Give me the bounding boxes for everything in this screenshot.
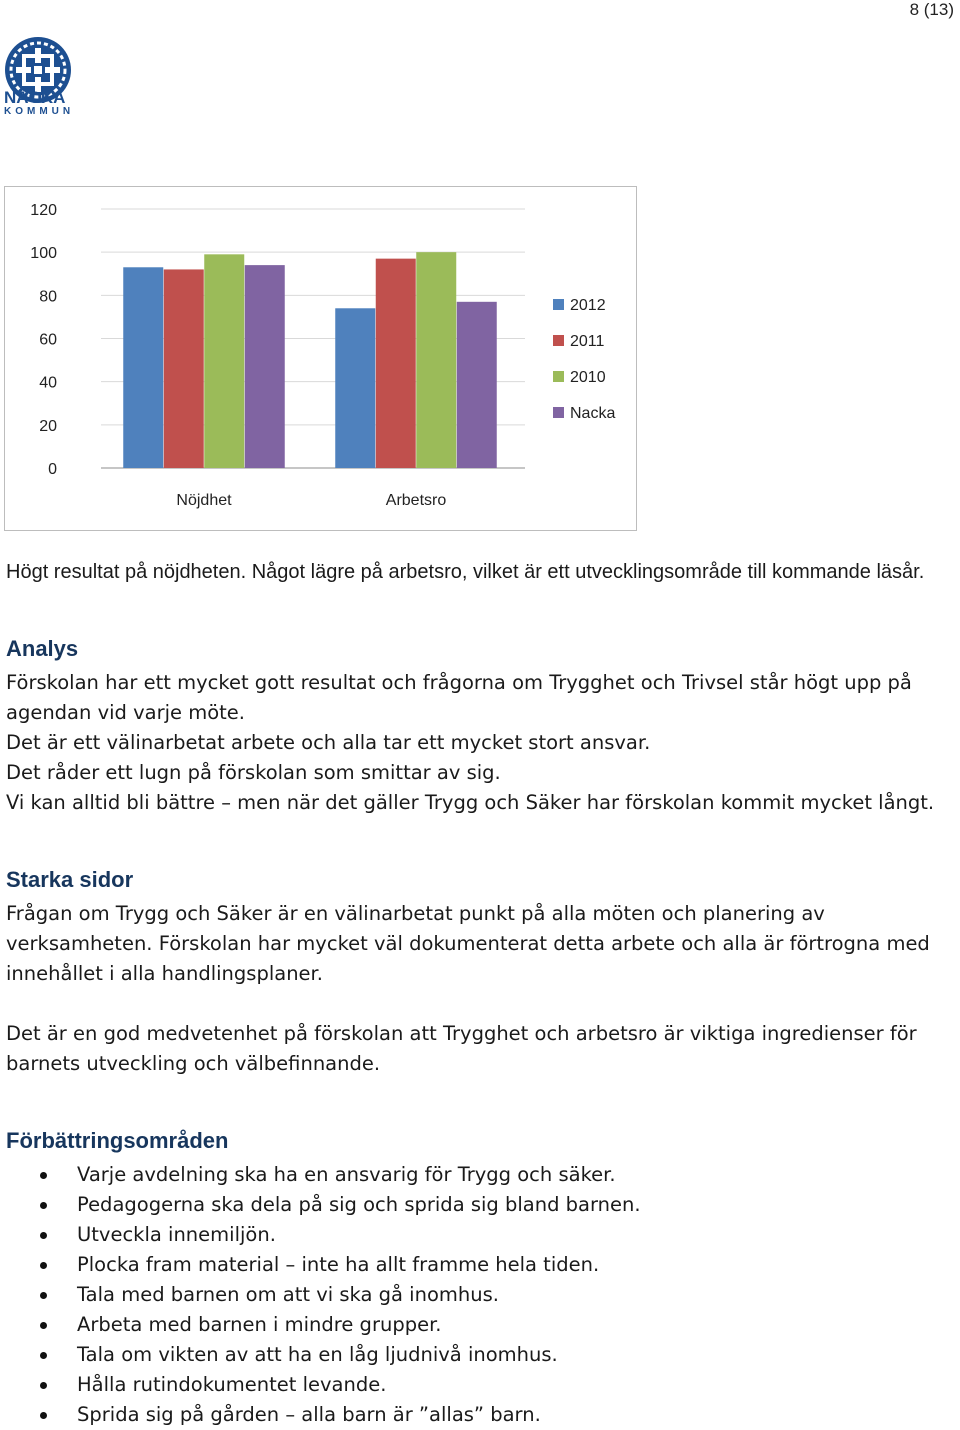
bar bbox=[245, 265, 285, 468]
y-tick-label: 40 bbox=[39, 374, 57, 392]
page-number: 8 (13) bbox=[909, 0, 954, 19]
x-tick-label: Arbetsro bbox=[385, 492, 447, 509]
logo-wordmark: NACKA bbox=[4, 88, 66, 107]
list-item bbox=[6, 1280, 950, 1310]
forbattring-list bbox=[6, 1160, 950, 1430]
bullet-icon bbox=[40, 1292, 47, 1299]
bullet-icon bbox=[40, 1202, 47, 1209]
starka-section bbox=[6, 865, 950, 1079]
y-tick-label: 0 bbox=[48, 461, 57, 478]
list-item bbox=[6, 1340, 950, 1370]
bar bbox=[416, 252, 456, 468]
bullet-icon bbox=[40, 1322, 47, 1329]
list-item-text: Sprida sig på gården – alla barn är ”allas” barn. bbox=[77, 1403, 541, 1426]
list-item-text: Plocka fram material – inte ha allt framme hela tiden. bbox=[77, 1253, 600, 1276]
list-item-text: Tala med barnen om att vi ska gå inomhus. bbox=[77, 1283, 499, 1306]
starka-paragraph-1: Frågan om Trygg och Säker är en välinarbetat punkt på alla möten och planering av verksamheten. Förskolan har mycket väl dokumenterat detta arbete och alla är förtrogna med innehållet i alla handlingsplaner. bbox=[6, 902, 930, 985]
legend-label: 2011 bbox=[570, 333, 605, 350]
list-item bbox=[6, 1160, 950, 1190]
list-item bbox=[6, 1310, 950, 1340]
analys-line-2: Det är ett välinarbetat arbete och alla tar ett mycket stort ansvar. bbox=[6, 731, 651, 754]
bullet-icon bbox=[40, 1382, 47, 1389]
forbattring-heading: Förbättringsområden bbox=[6, 1128, 229, 1153]
bullet-icon bbox=[40, 1412, 47, 1419]
list-item bbox=[6, 1400, 950, 1430]
y-tick-label: 120 bbox=[30, 202, 57, 219]
starka-paragraph-2: Det är en god medvetenhet på förskolan att Trygghet och arbetsro är viktiga ingredienser för barnets utveckling och välbefinnande. bbox=[6, 1022, 917, 1075]
y-tick-label: 100 bbox=[30, 245, 57, 263]
bar bbox=[376, 259, 416, 468]
logo-subtext: KOMMUN bbox=[4, 106, 75, 117]
y-tick-label: 20 bbox=[39, 417, 57, 435]
x-tick-label: Nöjdhet bbox=[176, 492, 232, 509]
list-item bbox=[6, 1220, 950, 1250]
bar bbox=[457, 302, 497, 468]
legend-swatch bbox=[553, 299, 564, 310]
list-item bbox=[6, 1190, 950, 1220]
list-item-text: Hålla rutindokumentet levande. bbox=[77, 1373, 387, 1396]
intro-text: Högt resultat på nöjdheten. Något lägre på arbetsro, vilket är ett utvecklingsområde till kommande läsår. bbox=[6, 561, 925, 583]
analys-line-1: Förskolan har ett mycket gott resultat och frågorna om Trygghet och Trivsel står högt upp på agendan vid varje möte. bbox=[6, 671, 912, 724]
list-item bbox=[6, 1370, 950, 1400]
legend-swatch bbox=[553, 407, 564, 418]
legend-label: 2010 bbox=[570, 369, 606, 386]
chart-canvas bbox=[5, 187, 638, 532]
list-item-text: Arbeta med barnen i mindre grupper. bbox=[77, 1313, 442, 1336]
analys-line-4: Vi kan alltid bli bättre – men när det gäller Trygg och Säker har förskolan kommit mycket långt. bbox=[6, 791, 935, 814]
analys-heading: Analys bbox=[6, 636, 79, 661]
legend-label: 2012 bbox=[570, 297, 606, 314]
bullet-icon bbox=[40, 1232, 47, 1239]
bar bbox=[164, 269, 204, 468]
bullet-icon bbox=[40, 1262, 47, 1269]
starka-heading: Starka sidor bbox=[6, 867, 134, 892]
bar bbox=[204, 254, 244, 468]
legend-label: Nacka bbox=[570, 405, 616, 422]
bar bbox=[335, 308, 375, 468]
analys-section bbox=[6, 634, 950, 818]
bar-chart bbox=[4, 186, 637, 531]
list-item-text: Pedagogerna ska dela på sig och sprida sig bland barnen. bbox=[77, 1193, 641, 1216]
forbattring-section bbox=[6, 1126, 950, 1430]
bar bbox=[123, 267, 163, 468]
analys-line-3: Det råder ett lugn på förskolan som smittar av sig. bbox=[6, 761, 501, 784]
legend-swatch bbox=[553, 371, 564, 382]
list-item bbox=[6, 1250, 950, 1280]
y-tick-label: 80 bbox=[39, 288, 57, 306]
bullet-icon bbox=[40, 1352, 47, 1359]
bullet-icon bbox=[40, 1172, 47, 1179]
legend-swatch bbox=[553, 335, 564, 346]
list-item-text: Tala om vikten av att ha en låg ljudnivå inomhus. bbox=[77, 1343, 558, 1366]
list-item-text: Utveckla innemiljön. bbox=[77, 1223, 276, 1246]
list-item-text: Varje avdelning ska ha en ansvarig för Trygg och säker. bbox=[77, 1163, 616, 1186]
y-tick-label: 60 bbox=[39, 331, 57, 349]
